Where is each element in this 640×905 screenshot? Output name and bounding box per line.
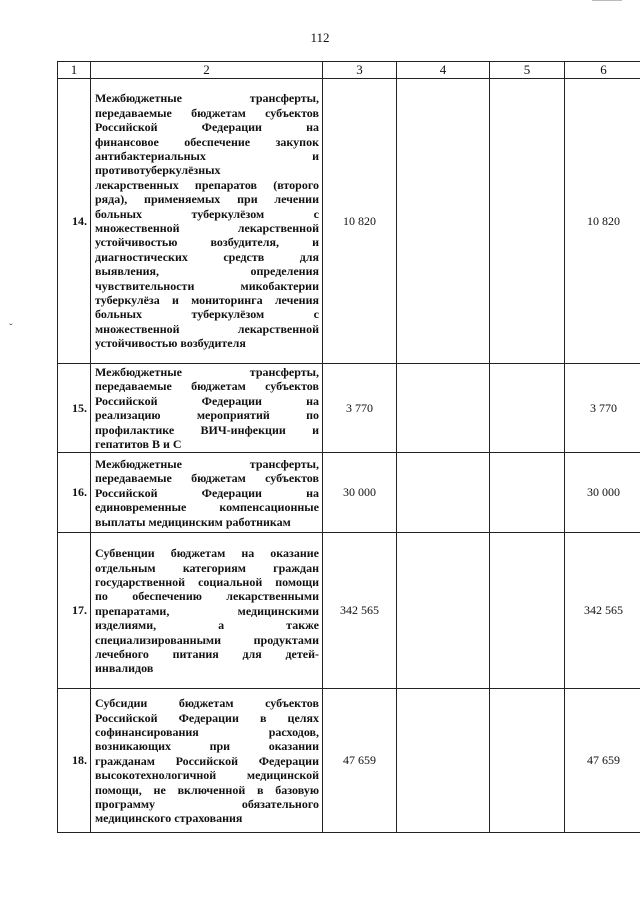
table-row [58,364,640,453]
header-cell-4: 4 [397,62,490,79]
row-number: 15. [58,364,91,453]
description-line: Субвенции бюджетам на оказание [95,546,319,561]
value-cell-col5 [490,79,565,364]
header-cell-2: 2 [91,62,323,79]
description-line: устойчивостью возбудителя, и [95,235,319,250]
value-cell-col6: 47 659 [565,689,640,833]
value-cell-col5 [490,533,565,689]
table-header-row [58,62,640,79]
value-cell-col6: 30 000 [565,453,640,533]
description-line: финансовое обеспечение закупок [95,134,319,149]
value-cell-col4 [397,79,490,364]
value-cell-col3: 30 000 [323,453,397,533]
description-line: возникающих при оказании [95,739,319,754]
description-line: выплаты медицинским работникам [95,514,291,529]
description-line: антибактериальных и [95,148,319,163]
row-description [91,364,323,453]
row-description [91,533,323,689]
description-line: медицинского страхования [95,811,243,826]
description-line: программу обязательного [95,796,319,811]
description-line: изделиями, а также [95,618,319,633]
row-description [91,689,323,833]
description-line: Российской Федерации на [95,120,319,135]
value-cell-col3: 47 659 [323,689,397,833]
description-line: Российской Федерации на [95,485,319,500]
description-line: единовременные компенсационные [95,500,319,515]
description-line: передаваемые бюджетам субъектов [95,471,319,486]
description-line: гражданам Российской Федерации [95,753,319,768]
value-cell-col5 [490,453,565,533]
description-line: профилактике ВИЧ-инфекции и [95,422,319,437]
description-line: Межбюджетные трансферты, [95,365,319,379]
description-line: диагностических средств для [95,249,319,264]
header-cell-1: 1 [58,62,91,79]
table-row [58,79,640,364]
page-number: 112 [310,30,330,45]
value-cell-col3: 3 770 [323,364,397,453]
value-cell-col3: 342 565 [323,533,397,689]
value-cell-col3: 10 820 [323,79,397,364]
description-line: чувствительности микобактерии [95,278,319,293]
description-line: софинансирования расходов, [95,724,319,739]
description-line: множественной лекарственной [95,321,319,336]
description-line: передаваемые бюджетам субъектов [95,379,319,394]
description-line: устойчивостью возбудителя [95,336,246,351]
description-line: помощи, не включенной в базовую [95,782,319,797]
header-cell-3: 3 [323,62,397,79]
description-line: высокотехнологичной медицинской [95,768,319,783]
description-line: передаваемые бюджетам субъектов [95,105,319,120]
value-cell-col4 [397,689,490,833]
description-line: гепатитов В и С [95,437,182,452]
description-line: противотуберкулёзных [95,163,221,178]
description-line: Межбюджетные трансферты, [95,456,319,471]
description-line: государственной социальной помощи [95,574,319,589]
description-line: больных туберкулёзом с [95,206,319,221]
description-line: выявления, определения [95,264,319,279]
margin-mark: ˇ [9,322,13,334]
description-line: больных туберкулёзом с [95,307,319,322]
description-line: множественной лекарственной [95,221,319,235]
table-body [58,79,640,833]
scan-artifact-line [592,0,622,1]
table-row [58,453,640,533]
value-cell-col6: 10 820 [565,79,640,364]
description-line: лекарственных препаратов (второго [95,177,319,192]
description-line: Межбюджетные трансферты, [95,91,319,106]
description-line: отдельным категориям граждан [95,560,319,575]
row-description [91,453,323,533]
value-cell-col5 [490,689,565,833]
row-description [91,79,323,364]
table-row [58,689,640,833]
description-line: специализированными продуктами [95,632,319,647]
value-cell-col6: 3 770 [565,364,640,453]
header-cell-6: 6 [565,62,640,79]
description-line: препаратами, медицинскими [95,603,319,618]
value-cell-col4 [397,533,490,689]
description-line: туберкулёза и мониторинга лечения [95,293,319,308]
row-number: 18. [58,689,91,833]
row-number: 14. [58,79,91,364]
value-cell-col4 [397,364,490,453]
row-number: 17. [58,533,91,689]
value-cell-col5 [490,364,565,453]
value-cell-col4 [397,453,490,533]
table-row [58,533,640,689]
description-line: реализацию мероприятий по [95,408,319,423]
description-line: ряда), применяемых при лечении [95,192,319,207]
description-line: Российской Федерации на [95,393,319,408]
description-line: лечебного питания для детей- [95,646,319,661]
description-line: Субсидии бюджетам субъектов [95,696,319,711]
header-cell-5: 5 [490,62,565,79]
budget-table [57,61,640,833]
row-number: 16. [58,453,91,533]
value-cell-col6: 342 565 [565,533,640,689]
description-line: инвалидов [95,661,154,676]
description-line: по обеспечению лекарственными [95,589,319,604]
description-line: Российской Федерации в целях [95,710,319,725]
